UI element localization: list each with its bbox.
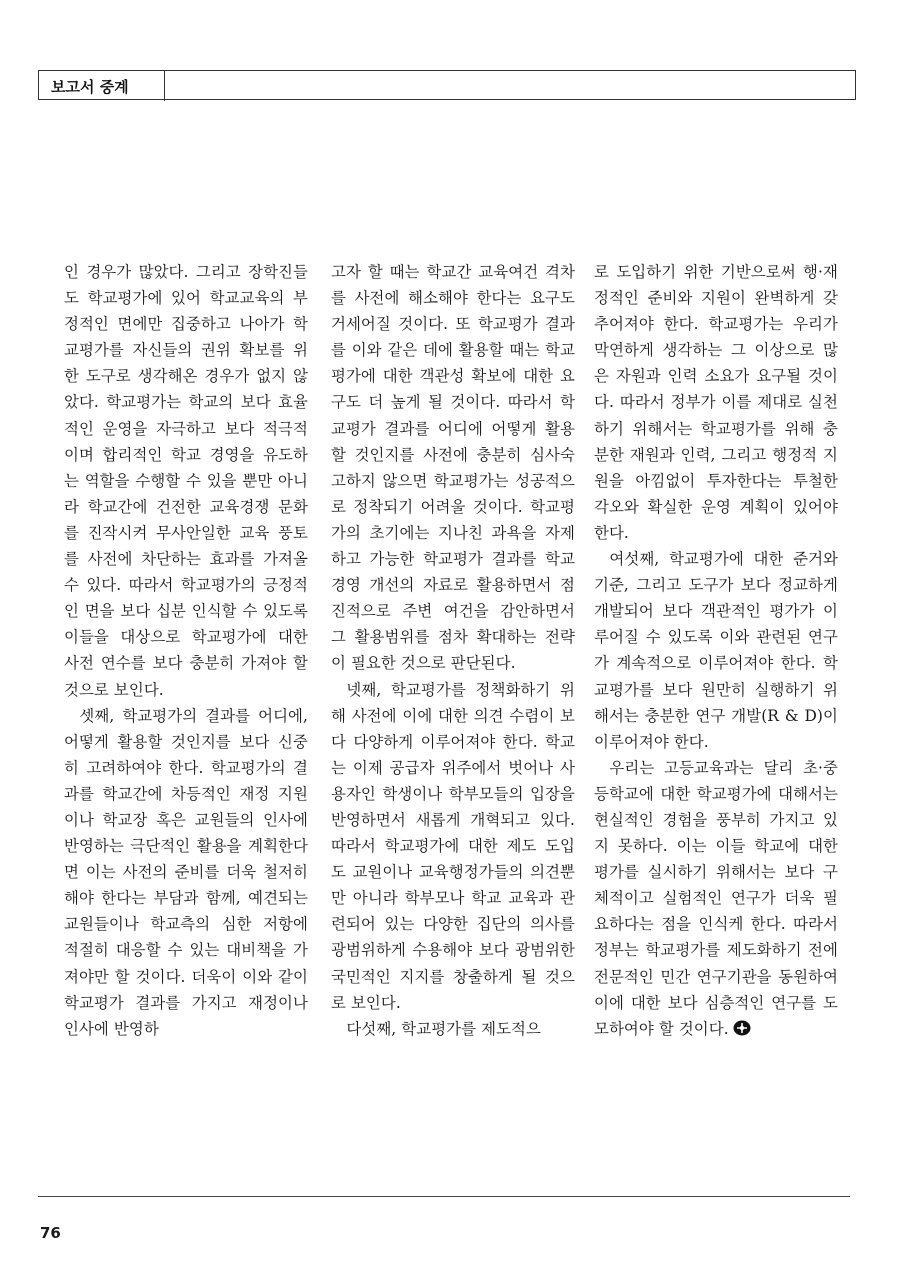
section-title: 보고서 중계 <box>51 78 129 96</box>
paragraph: 넷째, 학교평가를 정책화하기 위해 사전에 이에 대한 의견 수렴이 보다 다양하게 이루어져야 한다. 학교는 이제 공급자 위주에서 벗어나 사용자인 학생이나 학부모들의 입장을 반영하면서 새롭게 개혁되고 있다. 따라서 학교평가에 대한 제도 도입도 교원이나 교육행정가들의 의견뿐만 아니라 학부모나 학교 교육과 관련되어 있는 다양한 집단의 의사를 광범위하게 수용해야 보다 광범위한 국민적인 지지를 창출하게 될 것으로 보인다. <box>331 680 575 1012</box>
page-number: 76 <box>40 1224 61 1242</box>
paragraph: 고자 할 때는 학교간 교육여건 격차를 사전에 해소해야 한다는 요구도 거세어질 것이다. 또 학교평가 결과를 이와 같은 데에 활용할 때는 학교평가에 대한 객관성 확보에 대한 요구도 더 높게 될 것이다. 따라서 학교평가 결과를 어디에 어떻게 활용할 것인지를 사전에 충분히 심사숙고하지 않으면 학교평가는 성공적으로 정착되기 어려울 것이다. 학교평가의 초기에는 지나친 과욕을 자제하고 가능한 학교평가 결과를 학교 경영 개선의 자료로 활용하면서 점진적으로 주변 여건을 감안하면서 그 활용범위를 점차 확대하는 전략이 필요한 것으로 판단된다. <box>331 263 575 673</box>
final-paragraph <box>594 755 838 1042</box>
paragraph: 셋째, 학교평가의 결과를 어디에, 어떻게 활용할 것인지를 보다 신중히 고려하여야 한다. 학교평가의 결과를 학교간에 차등적인 재정 지원이나 학교장 혹은 교원들의 인사에 반영하는 극단적인 활용을 계획한다면 이는 사전의 준비를 더욱 철저히 해야 한다는 부담과 함께, 예견되는 교원들이나 학교측의 심한 저항에 적절히 대응할 수 있는 대비책을 가져야만 할 것이다. 더욱이 이와 같이 학교평가 결과를 가지고 재정이나 인사에 반영하 <box>64 706 308 1038</box>
paragraph: 로 도입하기 위한 기반으로써 행·재정적인 준비와 지원이 완벽하게 갖추어져야 한다. 학교평가는 우리가 막연하게 생각하는 그 이상으로 많은 자원과 인력 소요가 요구될 것이다. 따라서 정부가 이를 제대로 실천하기 위해서는 학교평가를 위해 충분한 재원과 인력, 그리고 행정적 지원을 아낌없이 투자한다는 투철한 각오와 확실한 운영 계획이 있어야 한다. <box>594 263 838 542</box>
paragraph: 인 경우가 많았다. 그리고 장학진들도 학교평가에 있어 학교교육의 부정적인 면에만 집중하고 나아가 학교평가를 자신들의 권위 확보를 위한 도구로 생각해온 경우가 없지 않았다. 학교평가는 학교의 보다 효율적인 운영을 자극하고 보다 적극적이며 합리적인 학교 경영을 유도하는 역할을 수행할 수 있을 뿐만 아니라 학교간에 건전한 교육경쟁 문화를 진작시켜 무사안일한 교육 풍토를 사전에 차단하는 효과를 가져올 수 있다. 따라서 학교평가의 긍정적인 면을 보다 십분 인식할 수 있도록 이들을 대상으로 학교평가에 대한 사전 연수를 보다 충분히 가져야 할 것으로 보인다. <box>64 263 308 699</box>
header-rule <box>38 99 856 100</box>
paragraph-text: 우리는 고등교육과는 달리 초·중등학교에 대한 학교평가에 대해서는 현실적인 경험을 풍부히 가지고 있지 못하다. 이는 이들 학교에 대한 평가를 실시하기 위해서는 보다 구체적이고 실험적인 연구가 더욱 필요하다는 점을 인식케 한다. 따라서 정부는 학교평가를 제도화하기 전에 전문적인 민간 연구기관을 동원하여 이에 대한 보다 심층적인 연구를 도모하여야 할 것이다. <box>594 758 838 1038</box>
paragraph: 다섯째, 학교평가를 제도적으 <box>346 1019 541 1038</box>
text-column-2 <box>331 259 575 1042</box>
section-header <box>38 70 856 100</box>
end-of-article-icon <box>733 1020 751 1036</box>
section-header-tab <box>39 71 165 101</box>
footer-rule <box>38 1196 850 1197</box>
text-column-3 <box>594 259 838 1042</box>
text-column-1 <box>64 259 308 1042</box>
paragraph: 여섯째, 학교평가에 대한 준거와 기준, 그리고 도구가 보다 정교하게 개발되어 보다 객관적인 평가가 이루어질 수 있도록 이와 관련된 연구가 계속적으로 이루어져야 한다. 학교평가를 보다 원만히 실행하기 위해서는 충분한 연구 개발(R & D)이 이루어져야 한다. <box>594 550 838 751</box>
